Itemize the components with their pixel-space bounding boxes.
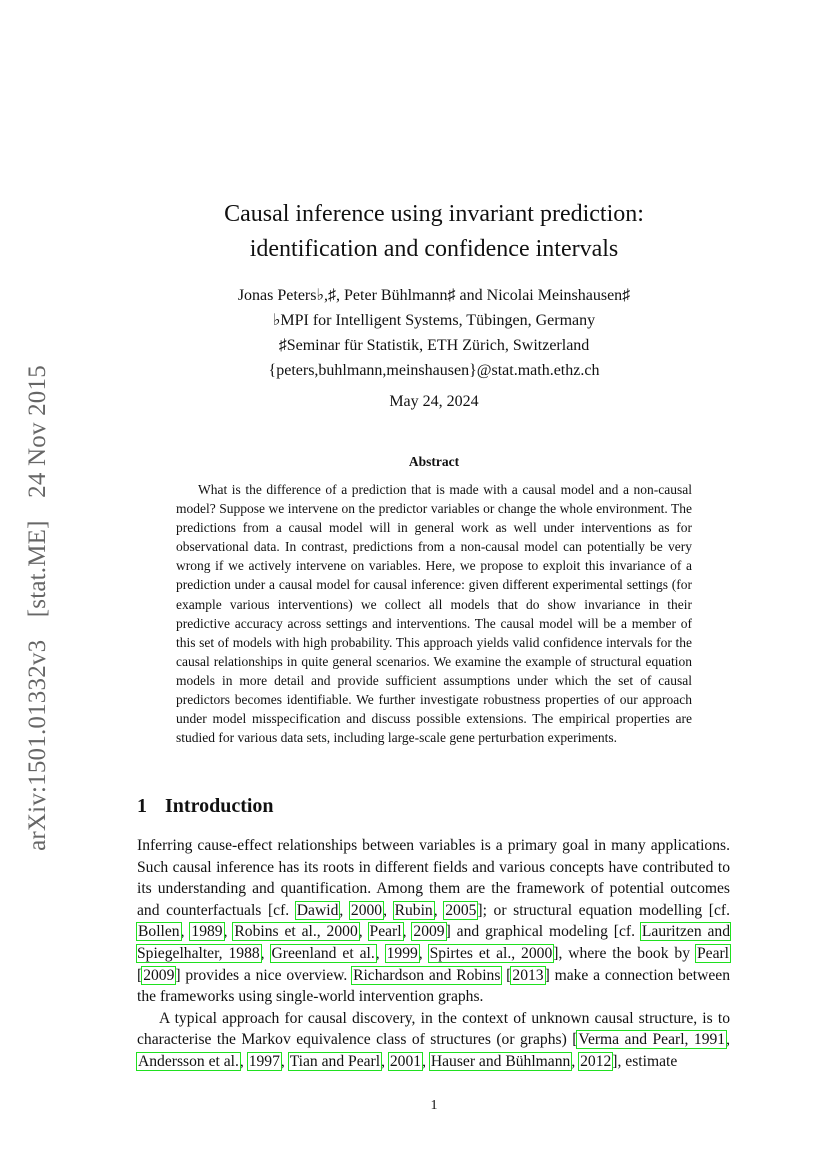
citation-link[interactable]: 2005 bbox=[445, 901, 477, 919]
title-line-1: Causal inference using invariant prediction: bbox=[224, 201, 644, 227]
citation-link[interactable]: Greenland et al. bbox=[271, 944, 375, 962]
text-span: ], estimate bbox=[612, 1052, 678, 1070]
citation-link[interactable]: Robins et al., 2000 bbox=[234, 923, 358, 941]
text-span: , bbox=[381, 1052, 389, 1070]
arxiv-id: arXiv:1501.01332v3 bbox=[24, 639, 51, 851]
citation-link[interactable]: 2012 bbox=[580, 1052, 612, 1070]
text-span: , bbox=[383, 901, 394, 919]
text-span: , bbox=[402, 923, 413, 941]
text-span: , bbox=[223, 923, 234, 941]
affiliation-eth: ♯Seminar für Statistik, ETH Zürich, Switzerland bbox=[278, 337, 590, 354]
citation-link[interactable]: Tian and Pearl bbox=[289, 1052, 381, 1070]
citation-link[interactable]: Andersson et al. bbox=[138, 1052, 239, 1070]
citation-link[interactable]: 2009 bbox=[413, 923, 445, 941]
arxiv-date: 24 Nov 2015 bbox=[24, 365, 51, 498]
introduction-body bbox=[137, 835, 730, 1073]
citation-link[interactable]: 2001 bbox=[389, 1052, 422, 1070]
text-span: , bbox=[260, 944, 271, 962]
citation-link[interactable]: Spirtes et al., 2000 bbox=[429, 944, 553, 962]
text-span: , bbox=[239, 1052, 248, 1070]
citation-link[interactable]: Hauser and Bühlmann bbox=[430, 1052, 571, 1070]
text-span: , bbox=[280, 1052, 289, 1070]
text-span: , bbox=[339, 901, 350, 919]
text-span: , bbox=[726, 1031, 730, 1049]
text-span: ] provides a nice overview. bbox=[175, 966, 353, 984]
author-block bbox=[0, 283, 828, 383]
arxiv-category: [stat.ME] bbox=[24, 520, 51, 618]
section-number: 1 bbox=[137, 795, 147, 817]
text-span: , bbox=[375, 944, 386, 962]
text-span: , bbox=[422, 1052, 430, 1070]
text-span: , bbox=[433, 901, 445, 919]
citation-link[interactable]: Richardson and Robins bbox=[353, 966, 501, 984]
text-span: ] and graphical modeling [cf. bbox=[445, 923, 641, 941]
text-span: ], where the book by bbox=[553, 944, 696, 962]
text-span: [ bbox=[137, 966, 143, 984]
citation-link[interactable]: Pearl bbox=[369, 923, 402, 941]
arxiv-stamp bbox=[24, 357, 52, 859]
citation-link[interactable]: Pearl bbox=[696, 944, 730, 962]
citation-link[interactable]: 1989 bbox=[191, 923, 223, 941]
author-names: Jonas Peters♭,♯, Peter Bühlmann♯ and Nicolai Meinshausen♯ bbox=[237, 287, 631, 304]
citation-link[interactable]: Rubin bbox=[394, 901, 433, 919]
text-span: , bbox=[418, 944, 429, 962]
paper-date: May 24, 2024 bbox=[389, 393, 479, 410]
intro-paragraph-1 bbox=[137, 835, 730, 1008]
author-email: {peters,buhlmann,meinshausen}@stat.math.ethz.ch bbox=[268, 362, 600, 379]
abstract-heading: Abstract bbox=[408, 454, 460, 469]
citation-link[interactable]: 2000 bbox=[350, 901, 383, 919]
intro-paragraph-2 bbox=[137, 1008, 730, 1073]
text-span: ]; or structural equation modelling [cf. bbox=[477, 901, 731, 919]
text-span: Inferring cause-effect relationships between variables is a primary goal in many applications. Such causal inference has its roots in different fields and various concepts have contributed to its understanding and quantification. Among them are the framework of potential outcomes and counterfactuals [cf. bbox=[137, 837, 730, 919]
text-span: A typical approach for causal discovery, in the context of unknown causal structure, is to characterise the Markov equivalence class of structures (or graphs) [ bbox=[137, 1009, 730, 1049]
citation-link[interactable]: Bollen bbox=[138, 923, 180, 941]
citation-link[interactable]: Lauritzen and Spiegelhalter, 1988 bbox=[137, 923, 731, 962]
text-span: [ bbox=[501, 966, 512, 984]
citation-link[interactable]: Verma and Pearl, 1991 bbox=[578, 1031, 726, 1049]
abstract-text: What is the difference of a prediction that is made with a causal model and a non-causal model? Suppose we intervene on the predictor variables or change the whole environment. The predictions from a causal model will in general work as well under interventions as for observational data. In contrast, predictions from a non-causal model can potentially be very wrong if we actively intervene on variables. Here, we propose to exploit this invariance of a prediction under a causal model for causal inference: given different experimental settings (for example various interventions) we collect all models that do show invariance in their predictive accuracy across settings and interventions. The causal model will be a member of this set of models with high probability. This approach yields valid confidence intervals for the causal relationships in quite general scenarios. We examine the example of structural equation models in more detail and provide sufficient assumptions under which the set of causal predictors becomes identifiable. We further investigate robustness properties of our approach under model misspecification and discuss possible extensions. The empirical properties are studied for various data sets, including large-scale gene perturbation experiments. bbox=[176, 482, 692, 746]
citation-link[interactable]: 2013 bbox=[512, 966, 544, 984]
text-span: , bbox=[358, 923, 369, 941]
section-heading-introduction bbox=[137, 795, 274, 818]
text-span: , bbox=[571, 1052, 580, 1070]
text-span: , bbox=[180, 923, 191, 941]
citation-link[interactable]: 1999 bbox=[386, 944, 418, 962]
citation-link[interactable]: 1997 bbox=[248, 1052, 280, 1070]
section-title: Introduction bbox=[165, 795, 274, 817]
citation-link[interactable]: 2009 bbox=[143, 966, 175, 984]
page-number: 1 bbox=[430, 1098, 438, 1113]
title-line-2: identification and confidence intervals bbox=[249, 236, 619, 262]
paper-title bbox=[0, 197, 828, 267]
citation-link[interactable]: Dawid bbox=[296, 901, 339, 919]
affiliation-mpi: ♭MPI for Intelligent Systems, Tübingen, Germany bbox=[272, 312, 596, 329]
text-span: ] make a connection between the frameworks using single-world intervention graphs. bbox=[137, 966, 731, 1006]
